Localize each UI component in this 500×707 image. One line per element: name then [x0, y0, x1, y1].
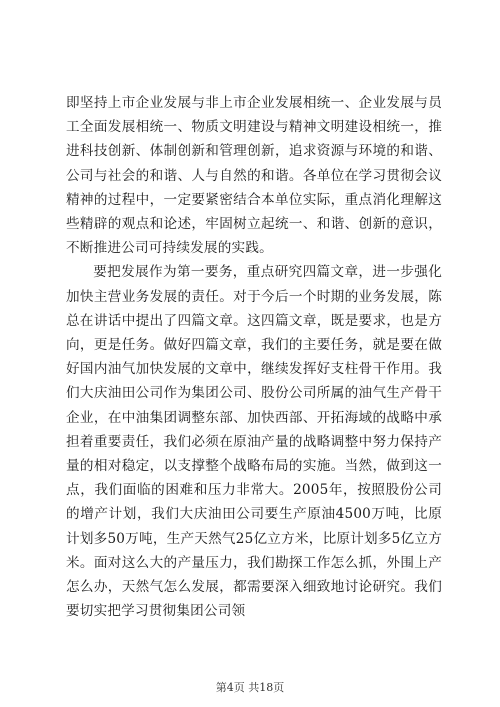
page-footer: 第4页 共18页: [215, 681, 285, 694]
document-body: [66, 91, 442, 623]
paragraph-1: 即坚持上市企业发展与非上市企业发展相统一、企业发展与员工全面发展相统一、物质文明建设与精神文明建设相统一，推进科技创新、体制创新和管理创新，追求资源与环境的和谐、公司与社会的和谐、人与自然的和谐。各单位在学习贯彻会议精神的过程中，一定要紧密结合本单位实际，重点消化理解这些精辟的观点和论述，牢固树立起统一、和谐、创新的意识，不断推进公司可持续发展的实践。: [66, 95, 442, 257]
paragraph-2: 要把发展作为第一要务，重点研究四篇文章，进一步强化加快主营业务发展的责任。对于今后一个时期的业务发展，陈总在讲话中提出了四篇文章。这四篇文章，既是要求，也是方向，更是任务。做好四篇文章，我们的主要任务，就是要在做好国内油气加快发展的文章中，继续发挥好支柱骨干作用。我们大庆油田公司作为集团公司、股份公司所属的油气生产骨干企业，在中油集团调整东部、加快西部、开拓海域的战略中承担着重要责任，我们必须在原油产量的战略调整中努力保持产量的相对稳定，以支撑整个战略布局的实施。当然，做到这一点，我们面临的困难和压力非常大。2005年，按照股份公司的增产计划，我们大庆油田公司要生产原油4500万吨，比原计划多50万吨，生产天然气25亿立方米，比原计划多5亿立方米。面对这么大的产量压力，我们勘探工作怎么抓，外围上产怎么办，天然气怎么发展，都需要深入细致地讨论研究。我们要切实把学习贯彻集团公司领: [66, 264, 442, 620]
